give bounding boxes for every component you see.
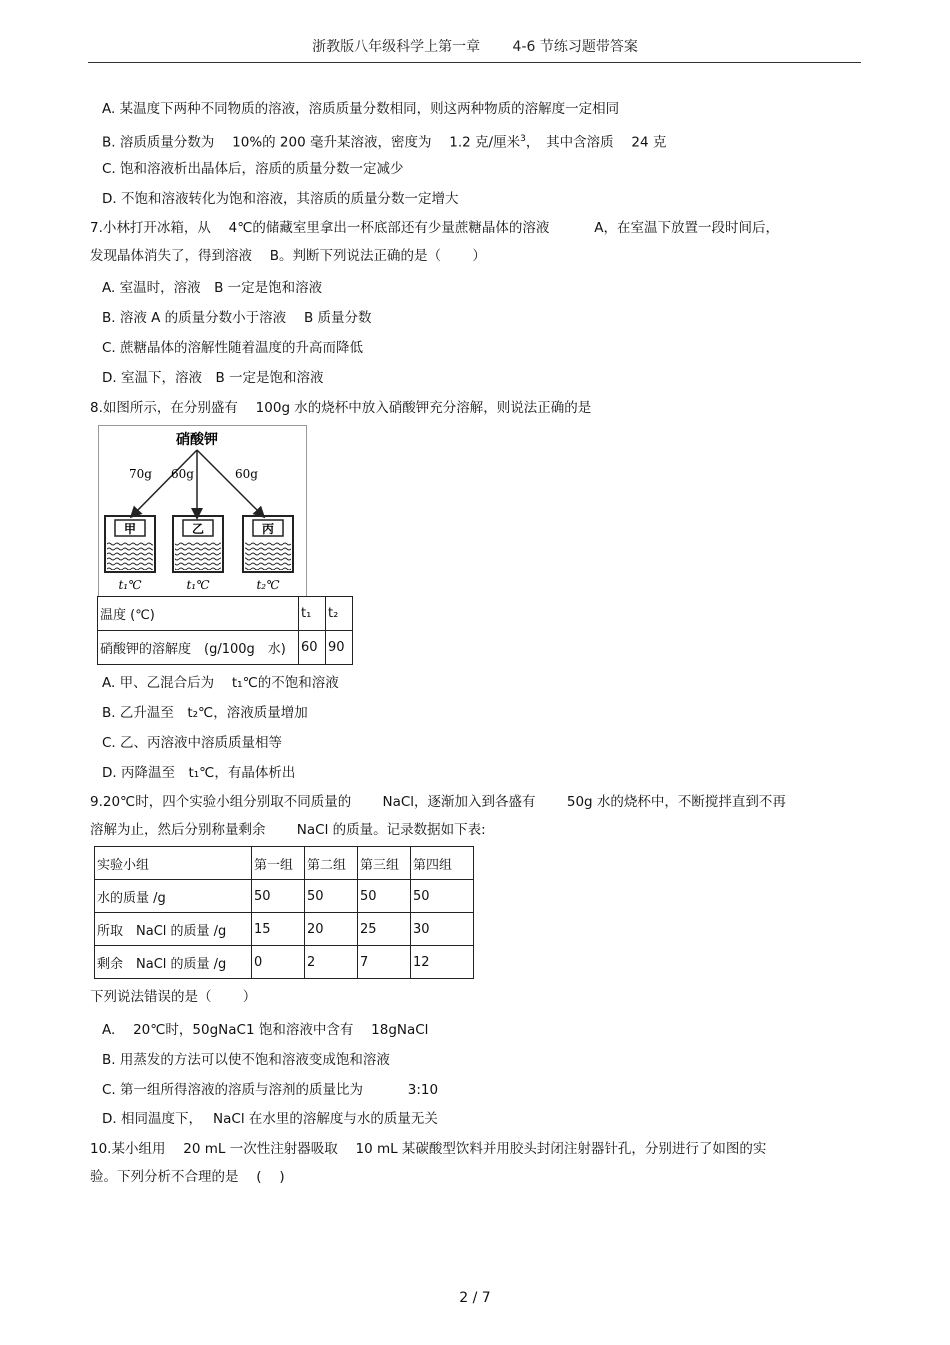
table-cell: 实验小组 bbox=[95, 847, 252, 880]
q7-stem-line1: 7.小林打开冰箱，从 4℃的储藏室里拿出一杯底部还有少量蔗糖晶体的溶液 A，在室温下放置一段时间后， bbox=[90, 220, 779, 236]
table-cell: 硝酸钾的溶解度 (g/100g 水) bbox=[98, 631, 299, 665]
temp-label-jia: t₁℃ bbox=[118, 578, 142, 592]
q7-option-a: A. 室温时，溶液 B 一定是饱和溶液 bbox=[102, 280, 323, 296]
table-cell: 7 bbox=[358, 946, 411, 979]
table-cell: 第三组 bbox=[358, 847, 411, 880]
q6-option-a: A. 某温度下两种不同物质的溶液，溶质质量分数相同，则这两种物质的溶解度一定相同 bbox=[102, 101, 620, 117]
table-row bbox=[95, 880, 474, 913]
q8-option-a: A. 甲、乙混合后为 t₁℃的不饱和溶液 bbox=[102, 675, 339, 691]
table-cell: 第四组 bbox=[411, 847, 474, 880]
table-cell: 60 bbox=[299, 631, 326, 665]
temp-label-yi: t₁℃ bbox=[186, 578, 210, 592]
temp-label-bing: t₂℃ bbox=[256, 578, 280, 592]
table-row bbox=[95, 913, 474, 946]
page-number: 2 / 7 bbox=[459, 1290, 491, 1306]
beaker-diagram bbox=[98, 425, 307, 597]
q9-option-a: A. 20℃时，50gNaC1 饱和溶液中含有 18gNaCl bbox=[102, 1022, 429, 1038]
q6-option-b: B. 溶质质量分数为 10%的 200 毫升某溶液，密度为 1.2 克/厘米$^3$， 其中含溶质 24 克 bbox=[102, 134, 667, 151]
page-header: 浙教版八年级科学上第一章 4-6 节练习题带答案 bbox=[312, 39, 638, 55]
beaker-label-yi: 乙 bbox=[191, 522, 205, 536]
table-row bbox=[98, 597, 353, 631]
table-cell: 25 bbox=[358, 913, 411, 946]
header-rule bbox=[88, 62, 861, 63]
table-cell: 2 bbox=[305, 946, 358, 979]
arrow-left bbox=[134, 450, 197, 514]
diagram-top-label: 硝酸钾 bbox=[176, 432, 218, 448]
table-cell: 第二组 bbox=[305, 847, 358, 880]
table-cell: 水的质量 /g bbox=[95, 880, 252, 913]
q8-option-b: B. 乙升温至 t₂℃，溶液质量增加 bbox=[102, 705, 308, 721]
q9-stem-line1: 9.20℃时，四个实验小组分别取不同质量的 NaCl，逐渐加入到各盛有 50g 水的烧杯中，不断搅拌直到不再 bbox=[90, 794, 786, 810]
q8-option-d: D. 丙降温至 t₁℃，有晶体析出 bbox=[102, 765, 296, 781]
table-cell: 第一组 bbox=[252, 847, 305, 880]
solubility-table bbox=[97, 596, 353, 665]
table-cell: 30 bbox=[411, 913, 474, 946]
q9-option-d: D. 相同温度下， NaCl 在水里的溶解度与水的质量无关 bbox=[102, 1111, 438, 1127]
table-cell: t₁ bbox=[299, 597, 326, 631]
mass-label-bing: 60g bbox=[235, 467, 258, 481]
table-cell: t₂ bbox=[326, 597, 353, 631]
table-cell: 温度 (℃) bbox=[98, 597, 299, 631]
table-row bbox=[95, 946, 474, 979]
nacl-table bbox=[94, 846, 474, 979]
q6-option-d: D. 不饱和溶液转化为饱和溶液，其溶质的质量分数一定增大 bbox=[102, 191, 459, 207]
arrow-right bbox=[197, 450, 261, 514]
q10-stem-line2: 验。下列分析不合理的是 ( ) bbox=[90, 1169, 285, 1185]
q7-option-b: B. 溶液 A 的质量分数小于溶液 B 质量分数 bbox=[102, 310, 372, 326]
table-cell: 20 bbox=[305, 913, 358, 946]
q9-stem-line2: 溶解为止，然后分别称量剩余 NaCl 的质量。记录数据如下表: bbox=[90, 822, 486, 838]
mass-label-yi: 60g bbox=[171, 467, 194, 481]
beaker-label-jia: 甲 bbox=[123, 522, 137, 536]
table-row bbox=[98, 631, 353, 665]
table-cell: 50 bbox=[358, 880, 411, 913]
q8-stem: 8.如图所示，在分别盛有 100g 水的烧杯中放入硝酸钾充分溶解，则说法正确的是 bbox=[90, 400, 592, 416]
table-row bbox=[95, 847, 474, 880]
q7-stem-line2: 发现晶体消失了，得到溶液 B。判断下列说法正确的是（ ） bbox=[90, 248, 486, 264]
table-cell: 剩余 NaCl 的质量 /g bbox=[95, 946, 252, 979]
q6-option-c: C. 饱和溶液析出晶体后，溶质的质量分数一定减少 bbox=[102, 161, 404, 177]
table-cell: 12 bbox=[411, 946, 474, 979]
table-cell: 0 bbox=[252, 946, 305, 979]
q9-option-c: C. 第一组所得溶液的溶质与溶剂的质量比为 3:10 bbox=[102, 1082, 439, 1098]
q10-stem-line1: 10.某小组用 20 mL 一次性注射器吸取 10 mL 某碳酸型饮料并用胶头封闭注射器针孔，分别进行了如图的实 bbox=[90, 1141, 767, 1157]
beaker-label-bing: 丙 bbox=[261, 522, 275, 536]
q7-option-d: D. 室温下，溶液 B 一定是饱和溶液 bbox=[102, 370, 324, 386]
q9-option-b: B. 用蒸发的方法可以使不饱和溶液变成饱和溶液 bbox=[102, 1052, 390, 1068]
q9-prompt: 下列说法错误的是（ ） bbox=[90, 989, 257, 1005]
table-cell: 50 bbox=[305, 880, 358, 913]
table-cell: 50 bbox=[252, 880, 305, 913]
table-cell: 50 bbox=[411, 880, 474, 913]
table-cell: 90 bbox=[326, 631, 353, 665]
table-cell: 所取 NaCl 的质量 /g bbox=[95, 913, 252, 946]
q7-option-c: C. 蔗糖晶体的溶解性随着温度的升高而降低 bbox=[102, 340, 364, 356]
q8-option-c: C. 乙、丙溶液中溶质质量相等 bbox=[102, 735, 283, 751]
table-cell: 15 bbox=[252, 913, 305, 946]
mass-label-jia: 70g bbox=[129, 467, 152, 481]
